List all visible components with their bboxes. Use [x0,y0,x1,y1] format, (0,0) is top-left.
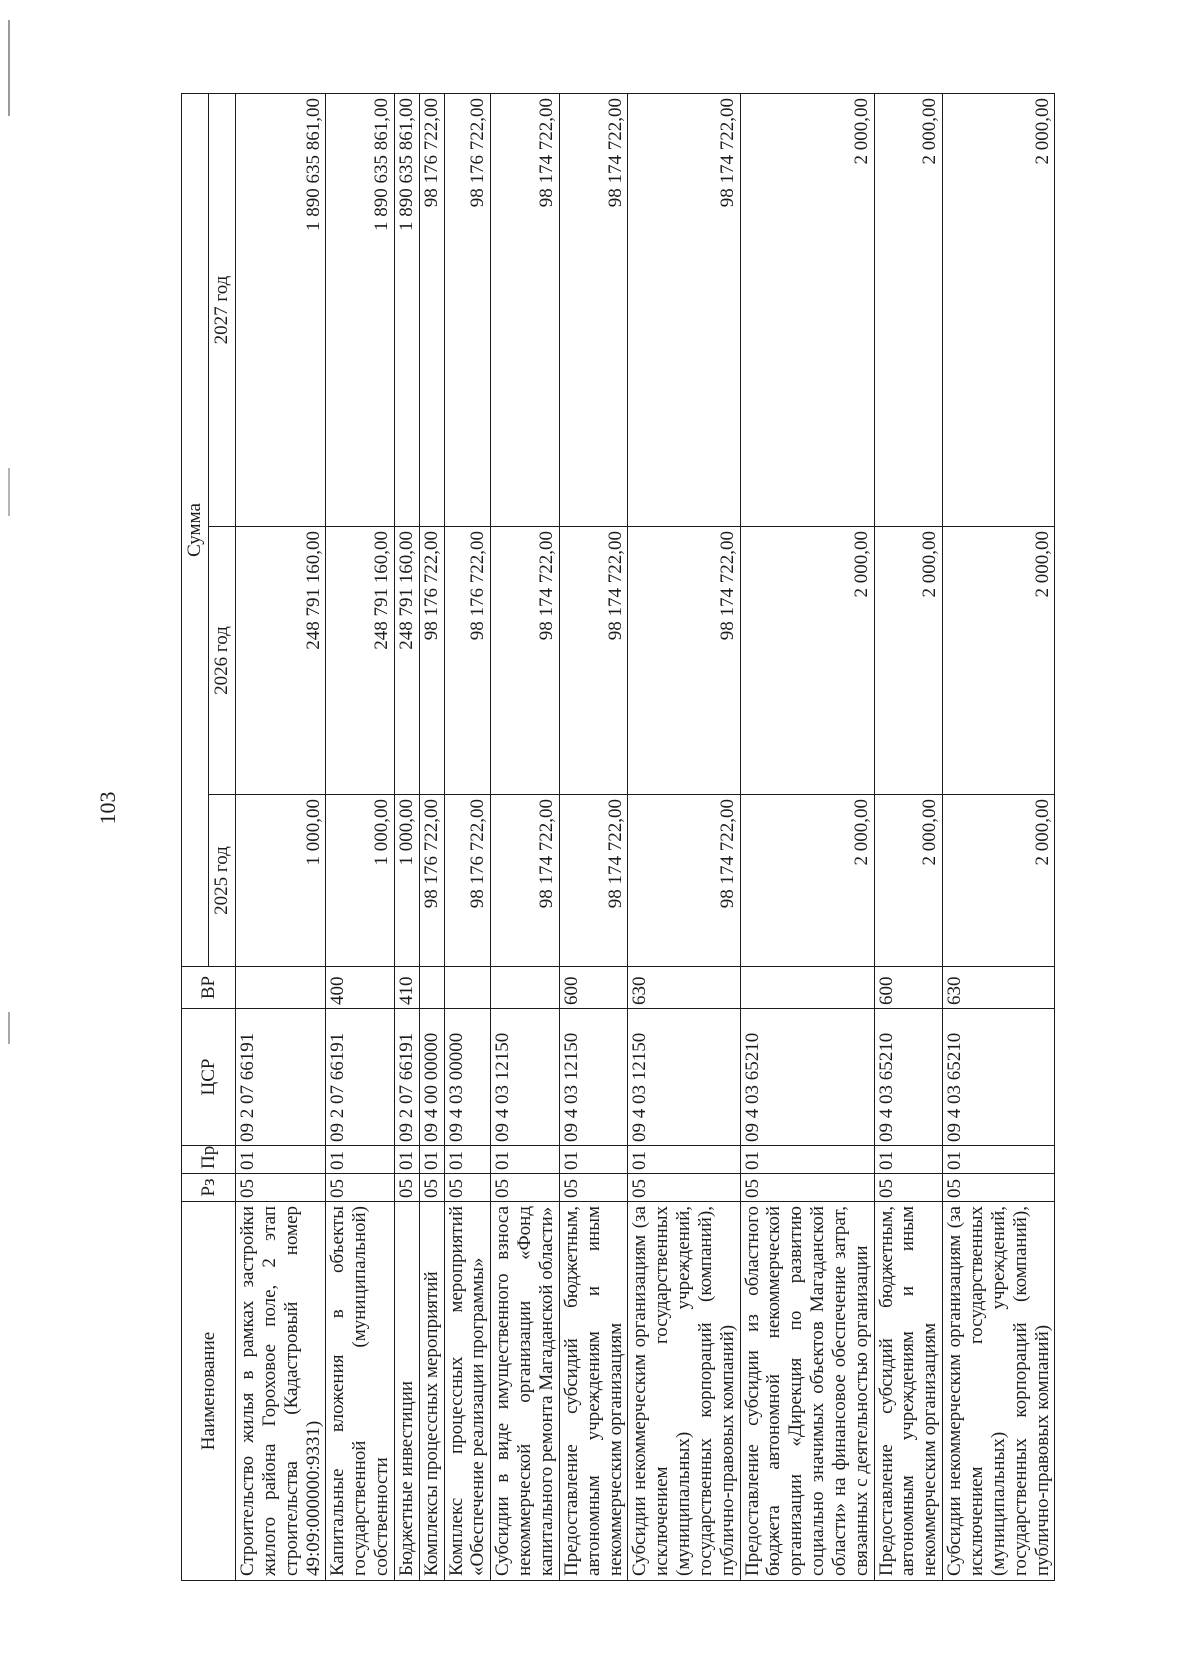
cell-vr: 630 [943,967,1055,1009]
cell-csr: 09 2 07 66191 [326,1009,395,1146]
table-row [491,94,560,1581]
table-row [326,94,395,1581]
cell-rz: 05 [419,1174,444,1202]
cell-y2025: 98 174 722,00 [491,795,560,967]
cell-y2025: 98 176 722,00 [419,795,444,967]
cell-y2027: 1 890 635 861,00 [326,94,395,527]
table-body [236,94,1055,1581]
cell-y2027: 98 176 722,00 [444,94,491,527]
cell-rz: 05 [874,1174,943,1202]
col-header-csr: ЦСР [182,1009,236,1146]
cell-name: Субсидии некоммерческим организациям (за исключением государственных (муниципальных) учреждений, государственных корпораций (компаний), публично-правовых компаний) [943,1202,1055,1581]
cell-vr: 600 [559,967,628,1009]
cell-y2027: 1 890 635 861,00 [394,94,419,527]
cell-csr: 09 4 03 00000 [444,1009,491,1146]
table-row [419,94,444,1581]
cell-csr: 09 4 03 65210 [943,1009,1055,1146]
col-header-rz: Рз [182,1174,236,1202]
cell-y2026: 2 000,00 [943,527,1055,795]
cell-pr: 01 [394,1146,419,1174]
cell-rz: 05 [628,1174,740,1202]
cell-y2026: 248 791 160,00 [394,527,419,795]
cell-vr: 600 [874,967,943,1009]
cell-name: Предоставление субсидии из областного бюджета автономной некоммерческой организации «Дирекция по развитию социально значимых объектов Магаданской области» на финансовое обеспечение затрат, связанных с деятельностью организации [740,1202,874,1581]
cell-pr: 01 [491,1146,560,1174]
col-header-name: Наименование [182,1202,236,1581]
cell-vr [491,967,560,1009]
cell-pr: 01 [326,1146,395,1174]
cell-name: Строительство жилья в рамках застройки жилого района Гороховое поле, 2 этап строительства (Кадастровый номер 49:09:000000:9331) [236,1202,326,1581]
page-number [88,778,128,838]
col-header-sum: Сумма [182,94,209,967]
cell-csr: 09 2 07 66191 [394,1009,419,1146]
cell-pr: 01 [444,1146,491,1174]
cell-rz: 05 [740,1174,874,1202]
cell-y2025: 1 000,00 [326,795,395,967]
cell-name: Бюджетные инвестиции [394,1202,419,1581]
cell-name: Субсидии в виде имущественного взноса некоммерческой организации «Фонд капитального ремонта Магаданской области» [491,1202,560,1581]
scan-edge-shadow [8,20,10,1620]
table-row [740,94,874,1581]
cell-rz: 05 [444,1174,491,1202]
cell-y2027: 2 000,00 [874,94,943,527]
cell-y2025: 98 174 722,00 [628,795,740,967]
cell-vr [236,967,326,1009]
cell-rz: 05 [326,1174,395,1202]
cell-name: Субсидии некоммерческим организациям (за исключением государственных (муниципальных) учреждений, государственных корпораций (компаний), публично-правовых компаний) [628,1202,740,1581]
cell-vr: 410 [394,967,419,1009]
cell-rz: 05 [559,1174,628,1202]
header-row-top [182,94,209,1581]
cell-y2026: 98 174 722,00 [559,527,628,795]
cell-rz: 05 [236,1174,326,1202]
budget-table [181,93,1055,1581]
cell-name: Комплекс процессных мероприятий «Обеспечение реализации программы» [444,1202,491,1581]
cell-y2026: 98 174 722,00 [491,527,560,795]
cell-rz: 05 [394,1174,419,1202]
cell-y2026: 248 791 160,00 [236,527,326,795]
cell-y2026: 2 000,00 [874,527,943,795]
table-row [559,94,628,1581]
cell-name: Предоставление субсидий бюджетным, автономным учреждениям и иным некоммерческим организациям [559,1202,628,1581]
table-row [394,94,419,1581]
cell-pr: 01 [740,1146,874,1174]
cell-csr: 09 4 00 00000 [419,1009,444,1146]
table-row [628,94,740,1581]
cell-rz: 05 [491,1174,560,1202]
table-row [943,94,1055,1581]
col-header-2026: 2026 год [209,527,236,795]
col-header-2027: 2027 год [209,94,236,527]
cell-y2026: 98 176 722,00 [444,527,491,795]
cell-y2027: 1 890 635 861,00 [236,94,326,527]
cell-y2025: 1 000,00 [236,795,326,967]
cell-pr: 01 [419,1146,444,1174]
cell-y2027: 98 176 722,00 [419,94,444,527]
cell-y2026: 98 174 722,00 [628,527,740,795]
cell-y2025: 2 000,00 [943,795,1055,967]
cell-csr: 09 4 03 12150 [491,1009,560,1146]
cell-y2026: 98 176 722,00 [419,527,444,795]
cell-name: Предоставление субсидий бюджетным, автономным учреждениям и иным некоммерческим организациям [874,1202,943,1581]
cell-y2025: 98 174 722,00 [559,795,628,967]
cell-pr: 01 [559,1146,628,1174]
cell-y2025: 2 000,00 [740,795,874,967]
rotated-table-container [181,94,1053,1581]
cell-y2027: 2 000,00 [740,94,874,527]
cell-csr: 09 4 03 65210 [874,1009,943,1146]
col-header-vr: ВР [182,967,236,1009]
cell-pr: 01 [943,1146,1055,1174]
cell-csr: 09 4 03 12150 [628,1009,740,1146]
cell-y2025: 2 000,00 [874,795,943,967]
cell-vr [444,967,491,1009]
cell-vr [740,967,874,1009]
cell-name: Капитальные вложения в объекты государственной (муниципальной) собственности [326,1202,395,1581]
cell-vr [419,967,444,1009]
cell-y2025: 98 176 722,00 [444,795,491,967]
cell-vr: 630 [628,967,740,1009]
cell-y2027: 98 174 722,00 [491,94,560,527]
col-header-2025: 2025 год [209,795,236,967]
cell-csr: 09 2 07 66191 [236,1009,326,1146]
table-row [874,94,943,1581]
cell-csr: 09 4 03 65210 [740,1009,874,1146]
cell-y2027: 2 000,00 [943,94,1055,527]
cell-name: Комплексы процессных мероприятий [419,1202,444,1581]
col-header-pr: Пр [182,1146,236,1174]
cell-pr: 01 [236,1146,326,1174]
cell-rz: 05 [943,1174,1055,1202]
cell-y2026: 248 791 160,00 [326,527,395,795]
cell-pr: 01 [874,1146,943,1174]
cell-csr: 09 4 03 12150 [559,1009,628,1146]
cell-y2027: 98 174 722,00 [628,94,740,527]
cell-vr: 400 [326,967,395,1009]
cell-y2026: 2 000,00 [740,527,874,795]
table-row [444,94,491,1581]
page-number-text: 103 [95,791,120,825]
cell-y2027: 98 174 722,00 [559,94,628,527]
cell-pr: 01 [628,1146,740,1174]
table-row [236,94,326,1581]
cell-y2025: 1 000,00 [394,795,419,967]
